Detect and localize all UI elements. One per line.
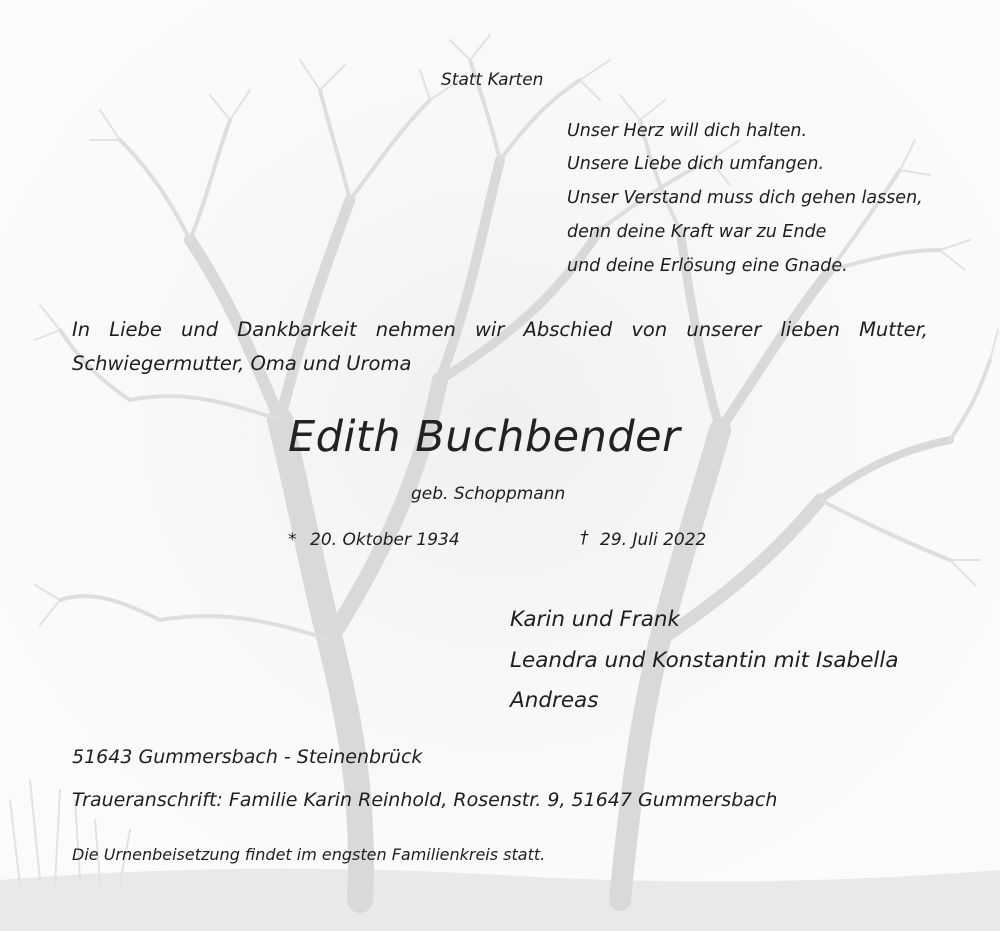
maiden-name: geb. Schoppmann xyxy=(411,484,566,504)
poem-line: Unser Herz will dich halten. xyxy=(567,121,808,141)
address-line: Traueranschrift: Familie Karin Reinhold, Rosenstr. 9, 51647 Gummersbach xyxy=(72,789,778,811)
intro-line: In Liebe und Dankbarkeit nehmen wir Abschied von unserer lieben Mutter, xyxy=(72,318,928,341)
family-line: Andreas xyxy=(510,688,599,713)
poem-line: Unsere Liebe dich umfangen. xyxy=(567,154,825,174)
family-line: Karin und Frank xyxy=(510,607,680,632)
family-line: Leandra und Konstantin mit Isabella xyxy=(510,648,899,673)
birth-date: 20. Oktober 1934 xyxy=(310,530,460,550)
statt-karten-label: Statt Karten xyxy=(441,70,544,90)
poem-line: Unser Verstand muss dich gehen lassen, xyxy=(567,188,923,208)
location-line: 51643 Gummersbach - Steinenbrück xyxy=(72,746,423,768)
poem-line: denn deine Kraft war zu Ende xyxy=(567,222,827,242)
poem-line: und deine Erlösung eine Gnade. xyxy=(567,256,848,276)
birth-symbol: * xyxy=(288,530,297,550)
intro-line: Schwiegermutter, Oma und Uroma xyxy=(72,352,412,375)
death-symbol: † xyxy=(580,528,589,548)
burial-note: Die Urnenbeisetzung findet im engsten Familienkreis statt. xyxy=(72,845,546,864)
deceased-name: Edith Buchbender xyxy=(288,412,681,462)
death-date: 29. Juli 2022 xyxy=(600,530,707,550)
